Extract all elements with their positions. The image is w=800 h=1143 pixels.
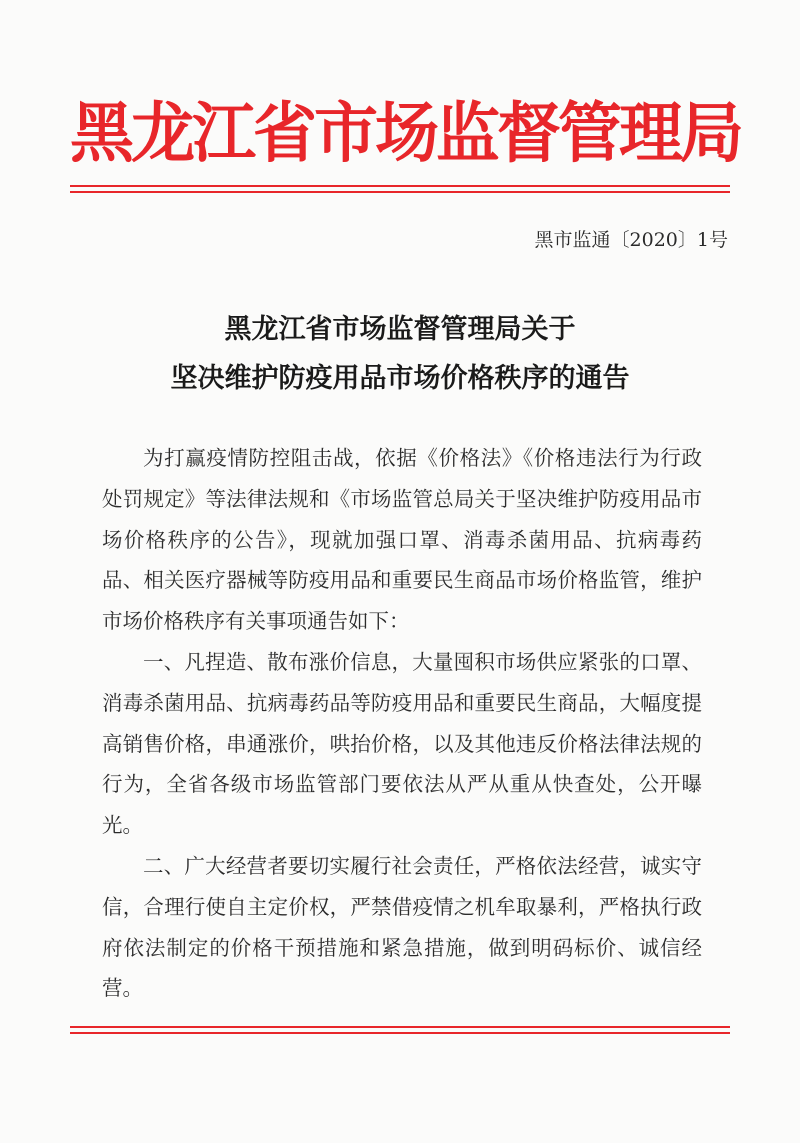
document-title-line-1: 黑龙江省市场监督管理局关于 <box>224 314 576 345</box>
document-body <box>102 438 702 1009</box>
footer-red-rule <box>70 1026 730 1028</box>
footer-red-rule-double <box>70 1032 730 1034</box>
body-paragraph-intro: 为打赢疫情防控阻击战，依据《价格法》《价格违法行为行政处罚规定》等法律法规和《市场监管总局关于坚决维护防疫用品市场价格秩序的公告》，现就加强口罩、消毒杀菌用品、抗病毒药品、相关医疗器械等防疫用品和重要民生商品市场价格监管，维护市场价格秩序有关事项通告如下： <box>102 446 702 634</box>
document-title-line-2: 坚决维护防疫用品市场价格秩序的通告 <box>170 363 630 394</box>
masthead-red-rule <box>70 185 730 187</box>
masthead-red-rule-double <box>70 191 730 193</box>
body-paragraph-item-1: 一、凡捏造、散布涨价信息，大量囤积市场供应紧张的口罩、消毒杀菌用品、抗病毒药品等防疫用品和重要民生商品，大幅度提高销售价格，串通涨价，哄抬价格，以及其他违反价格法律法规的行为，全省各级市场监管部门要依法从严从重从快查处，公开曝光。 <box>102 649 702 838</box>
body-paragraph-item-2: 二、广大经营者要切实履行社会责任，严格依法经营，诚实守信，合理行使自主定价权，严禁借疫情之机牟取暴利，严格执行政府依法制定的价格干预措施和紧急措施，做到明码标价、诚信经营。 <box>102 853 702 1001</box>
document-number: 黑市监通〔2020〕1号 <box>534 229 728 251</box>
issuer-masthead: 黑龙江省市场监督管理局 <box>70 95 741 172</box>
